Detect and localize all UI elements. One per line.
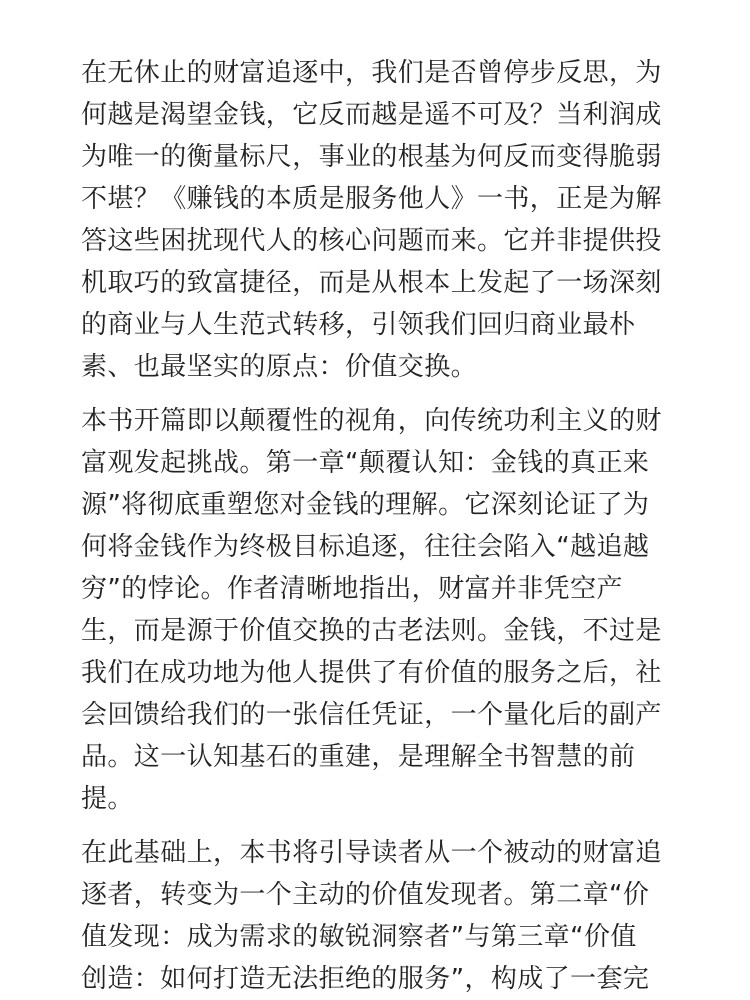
paragraph-2: [81, 400, 675, 820]
paragraph-1: [81, 52, 675, 388]
paragraph-3: [81, 832, 675, 1000]
text-line: 何越是渴望金钱，它反而越是遥不可及？当利润成: [81, 100, 662, 130]
text-line: 本书开篇即以颠覆性的视角，向传统功利主义的财: [81, 406, 662, 436]
text-line: 富观发起挑战。第一章“颠覆认知：金钱的真正来: [81, 448, 650, 478]
text-line: 逐者，转变为一个主动的价值发现者。第二章“价: [81, 880, 650, 910]
text-line: 在无休止的财富追逐中，我们是否曾停步反思，为: [81, 58, 662, 88]
text-line: 值发现：成为需求的敏锐洞察者”与第三章“价值: [81, 922, 637, 952]
text-line: 机取巧的致富捷径，而是从根本上发起了一场深刻: [81, 268, 662, 298]
text-line: 答这些困扰现代人的核心问题而来。它并非提供投: [81, 226, 662, 256]
text-line: 穷”的悖论。作者清晰地指出，财富并非凭空产: [81, 574, 623, 604]
text-line: 为唯一的衡量标尺，事业的根基为何反而变得脆弱: [81, 142, 662, 172]
text-line: 生，而是源于价值交换的古老法则。金钱，不过是: [81, 616, 662, 646]
text-line: 品。这一认知基石的重建，是理解全书智慧的前: [81, 742, 636, 772]
text-line: 会回馈给我们的一张信任凭证，一个量化后的副产: [81, 700, 662, 730]
text-line: 素、也最坚实的原点：价值交换。: [81, 352, 478, 382]
article-body: [81, 52, 675, 1000]
text-line: 提。: [81, 784, 134, 814]
text-line: 我们在成功地为他人提供了有价值的服务之后，社: [81, 658, 662, 688]
text-line: 何将金钱作为终极目标追逐，往往会陷入“越追越: [81, 532, 650, 562]
text-line: 创造：如何打造无法拒绝的服务”，构成了一套完: [81, 964, 650, 994]
text-line: 的商业与人生范式转移，引领我们回归商业最朴: [81, 310, 636, 340]
paragraph-spacer: [81, 388, 675, 400]
text-line: 在此基础上，本书将引导读者从一个被动的财富追: [81, 838, 662, 868]
text-line: 不堪？《赚钱的本质是服务他人》一书，正是为解: [81, 184, 662, 214]
text-line: 源”将彻底重塑您对金钱的理解。它深刻论证了为: [81, 490, 650, 520]
paragraph-spacer: [81, 820, 675, 832]
